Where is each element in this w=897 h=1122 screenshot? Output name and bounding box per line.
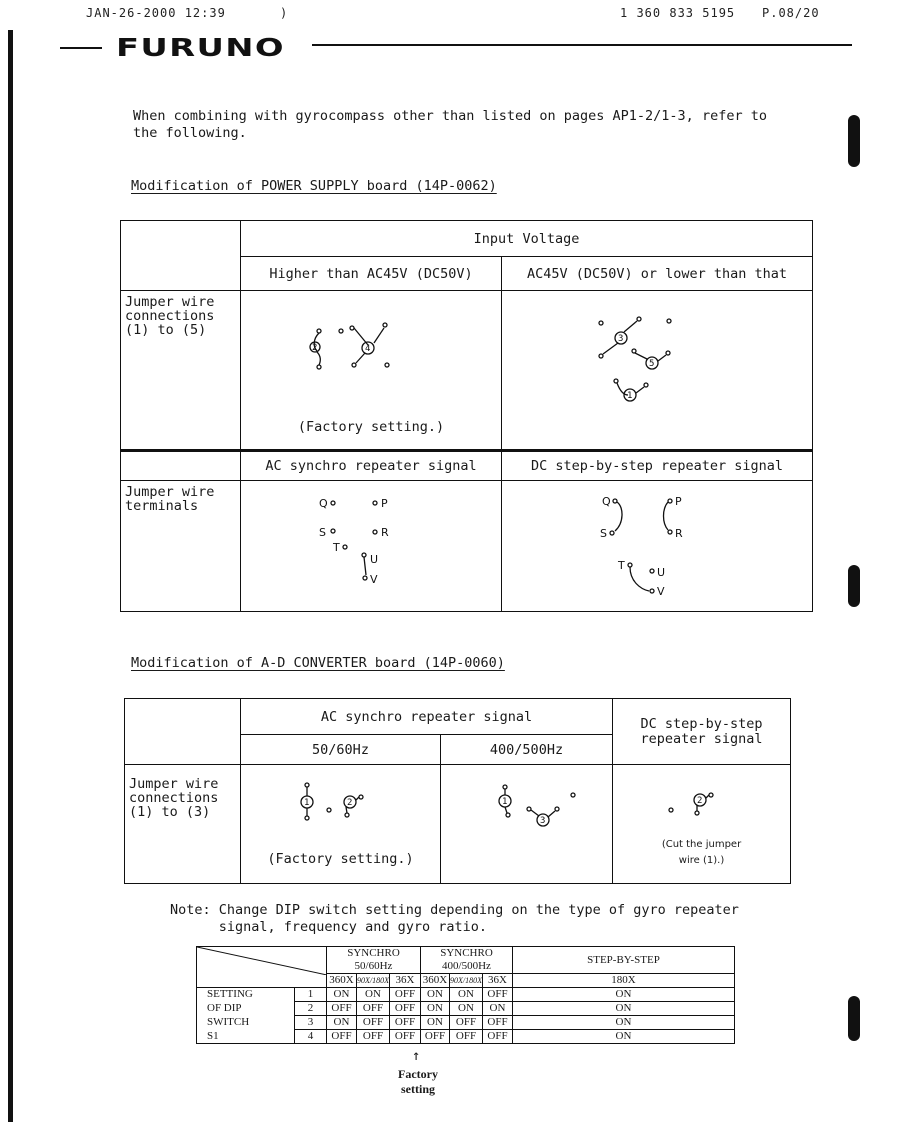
dip-group-header: STEP-BY-STEP: [513, 947, 735, 974]
factory-setting-note: (Factory setting.): [297, 419, 445, 435]
ad-converter-table: [124, 698, 791, 884]
terminal-label: Q: [602, 495, 611, 508]
terminal-label: Q: [319, 497, 328, 510]
dip-cell: ON: [450, 1002, 483, 1016]
dip-subheader: 90X/180X: [357, 974, 390, 988]
header-dc-step: [613, 699, 791, 765]
dip-group-header: SYNCHRO 400/500Hz: [421, 947, 513, 974]
furuno-logo: FURUNO: [116, 33, 285, 62]
dip-subheader: 180X: [513, 974, 735, 988]
dip-cell: ON: [421, 1002, 450, 1016]
dip-subheader: 36X: [390, 974, 421, 988]
jumper-diagram-low: [502, 291, 813, 445]
high-voltage-jumper-cell: [241, 291, 502, 451]
dip-switch-number: 3: [295, 1016, 327, 1030]
terminal-label: S: [319, 526, 326, 539]
corner-cell: [125, 699, 241, 765]
jumper-diagram-400500: [441, 765, 613, 879]
header-input-voltage: Input Voltage: [241, 221, 813, 257]
dip-row-label: S1: [197, 1030, 295, 1044]
section-heading-power-supply: Modification of POWER SUPPLY board (14P-0062): [131, 178, 497, 194]
dip-cell: ON: [421, 1016, 450, 1030]
section-heading-ad-converter: Modification of A-D CONVERTER board (14P-0060): [131, 655, 505, 671]
terminal-diagram-dc: [502, 481, 813, 607]
dip-cell: ON: [513, 1030, 735, 1044]
header-dc-step: DC step-by-step repeater signal: [502, 451, 813, 481]
diagonal-line: [197, 947, 327, 975]
dip-switch-table: [196, 946, 735, 1044]
dip-cell: OFF: [483, 988, 513, 1002]
power-supply-table: [120, 220, 813, 612]
dip-cell: ON: [513, 1002, 735, 1016]
dip-cell: OFF: [390, 1002, 421, 1016]
row-label-text: Jumper wire connections (1) to (3): [129, 776, 219, 820]
header-dc-step-text: DC step-by-step repeater signal: [640, 715, 763, 747]
dip-subheader: 360X: [327, 974, 357, 988]
jumper-number: 3: [540, 816, 546, 826]
fax-phone: 1 360 833 5195: [620, 6, 736, 20]
dip-cell: ON: [327, 1016, 357, 1030]
header-higher-voltage: Higher than AC45V (DC50V): [241, 257, 502, 291]
blank-label-cell: [121, 451, 241, 481]
dip-cell: OFF: [357, 1002, 390, 1016]
scan-edge-bar: [8, 30, 13, 1122]
jumper-dc-cell: [613, 765, 791, 884]
dc-step-terminals-cell: [502, 481, 813, 612]
fax-datetime: JAN-26-2000 12:39: [86, 6, 226, 20]
dip-cell: OFF: [390, 988, 421, 1002]
fax-mark: ): [280, 6, 289, 20]
binder-mark: [848, 996, 860, 1041]
terminal-label: P: [675, 495, 682, 508]
dip-cell: OFF: [483, 1016, 513, 1030]
terminal-label: V: [370, 573, 378, 586]
row-label-jumper-connections: [121, 291, 241, 451]
factory-arrow-icon: ↑: [412, 1048, 421, 1064]
intro-text: When combining with gyrocompass other than listed on pages AP1-2/1-3, refer to the following.: [133, 108, 767, 141]
jumper-5060-cell: [241, 765, 441, 884]
dip-subheader: 36X: [483, 974, 513, 988]
jumper-number: 1: [502, 797, 508, 807]
terminal-label: U: [657, 566, 666, 579]
dip-switch-number: 1: [295, 988, 327, 1002]
binder-mark: [848, 115, 860, 167]
factory-setting-label: Factory setting: [398, 1067, 438, 1096]
row-label-text: Jumper wire connections (1) to (5): [125, 294, 215, 338]
terminal-label: S: [600, 527, 607, 540]
ac-synchro-terminals-cell: [241, 481, 502, 612]
dip-cell: OFF: [450, 1030, 483, 1044]
dip-cell: OFF: [327, 1002, 357, 1016]
header-ac-synchro: AC synchro repeater signal: [241, 451, 502, 481]
dip-cell: OFF: [357, 1016, 390, 1030]
row-label-jumper-connections: [125, 765, 241, 884]
dip-cell: OFF: [327, 1030, 357, 1044]
dip-cell: OFF: [390, 1030, 421, 1044]
terminal-label: R: [675, 527, 683, 540]
dip-cell: OFF: [421, 1030, 450, 1044]
dip-cell: OFF: [450, 1016, 483, 1030]
logo-rule-right: [312, 44, 852, 46]
jumper-number: 4: [365, 344, 371, 354]
dip-group-header: SYNCHRO 50/60Hz: [327, 947, 421, 974]
dip-switch-number: 4: [295, 1030, 327, 1044]
dip-switch-note: Note: Change DIP switch setting depending on the type of gyro repeater signal, frequency and gyro ratio.: [170, 902, 739, 935]
factory-setting-note: (Factory setting.): [267, 851, 414, 867]
logo-rule-left: [60, 47, 102, 49]
low-voltage-jumper-cell: [502, 291, 813, 451]
header-ac-synchro: AC synchro repeater signal: [241, 699, 613, 735]
dip-subheader: 360X: [421, 974, 450, 988]
terminal-label: T: [618, 559, 625, 572]
row-label-jumper-terminals: [121, 481, 241, 612]
dip-cell: OFF: [483, 1030, 513, 1044]
jumper-number: 2: [697, 796, 703, 806]
dip-cell: ON: [421, 988, 450, 1002]
jumper-400500-cell: [441, 765, 613, 884]
row-label-text: Jumper wire terminals: [125, 484, 215, 514]
dip-row-label: SWITCH: [197, 1016, 295, 1030]
jumper-number: 1: [304, 798, 310, 808]
dip-cell: ON: [357, 988, 390, 1002]
header-400500hz: 400/500Hz: [441, 735, 613, 765]
header-lower-voltage: AC45V (DC50V) or lower than that: [502, 257, 813, 291]
terminal-label: U: [370, 553, 379, 566]
dip-row-label: OF DIP: [197, 1002, 295, 1016]
dip-cell: ON: [513, 988, 735, 1002]
jumper-number: 2: [312, 343, 318, 353]
dip-cell: ON: [483, 1002, 513, 1016]
dip-cell: ON: [513, 1016, 735, 1030]
dip-corner-cell: [197, 947, 327, 988]
dip-subheader: 90X/180X: [450, 974, 483, 988]
fax-page: P.08/20: [762, 6, 820, 20]
dip-row-label: SETTING: [197, 988, 295, 1002]
cut-jumper-note: (Cut the jumper wire (1).): [661, 839, 742, 866]
dip-switch-number: 2: [295, 1002, 327, 1016]
binder-mark: [848, 565, 860, 607]
dip-cell: ON: [327, 988, 357, 1002]
dip-cell: OFF: [357, 1030, 390, 1044]
jumper-number: 5: [649, 359, 655, 369]
terminal-label: P: [381, 497, 388, 510]
terminal-label: V: [657, 585, 665, 598]
jumper-number: 3: [618, 334, 624, 344]
jumper-number: 2: [347, 798, 353, 808]
terminal-label: T: [333, 541, 340, 554]
dip-cell: ON: [450, 988, 483, 1002]
jumper-number: 1: [627, 391, 633, 401]
corner-cell: [121, 221, 241, 291]
header-5060hz: 50/60Hz: [241, 735, 441, 765]
terminal-label: R: [381, 526, 389, 539]
dip-cell: OFF: [390, 1016, 421, 1030]
terminal-diagram-ac: [241, 481, 502, 607]
